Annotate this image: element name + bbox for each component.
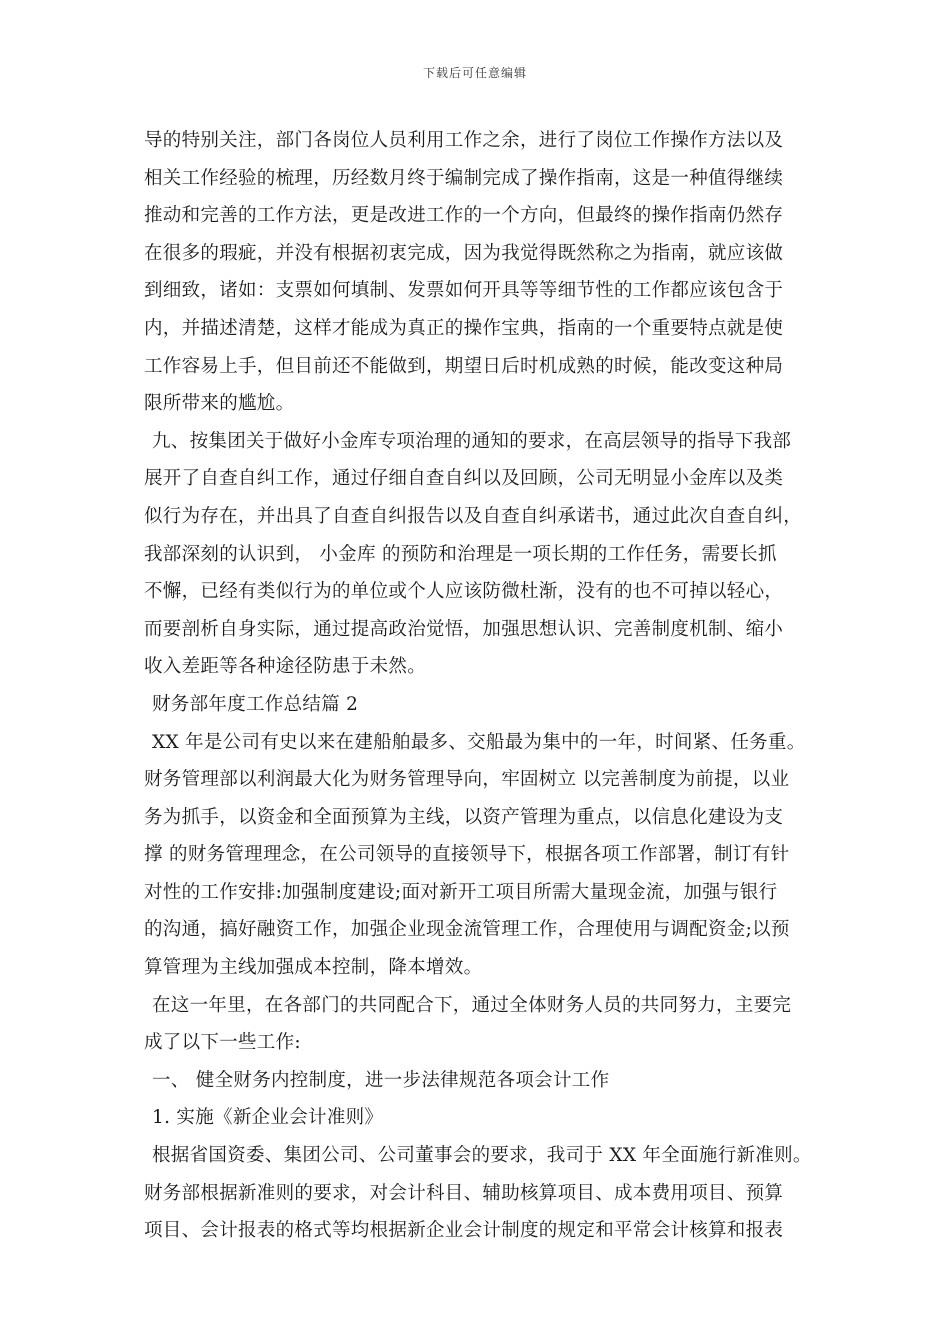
text-line: 导的特别关注，部门各岗位人员利用工作之余，进行了岗位工作操作方法以及 (144, 130, 784, 151)
text-line: 撑 的财务管理理念，在公司领导的直接领导下，根据各项工作部署，制订有针 (144, 844, 790, 866)
text-line: 不懈，已经有类似行为的单位或个人应该防微杜渐，没有的也不可掉以轻心， (144, 581, 784, 603)
text-line: 财务管理部以利润最大化为财务管理导向，牢固树立 以完善制度为前提，以业 (144, 769, 790, 791)
section-heading: 财务部年度工作总结篇 2 (152, 693, 359, 715)
subsection-heading: 一、 健全财务内控制度，进一步法律规范各项会计工作 (152, 1069, 610, 1091)
text-line: 项目、会计报表的格式等均根据新企业会计制度的规定和平常会计核算和报表 (144, 1220, 784, 1242)
paragraph-start-line: 在这一年里，在各部门的共同配合下，通过全体财务人员的共同努力，主要完 (152, 994, 792, 1016)
text-line: 而要剖析自身实际，通过提高政治觉悟，加强思想认识、完善制度机制、缩小 (144, 618, 784, 640)
text-line: 财务部根据新准则的要求，对会计科目、辅助核算项目、成本费用项目、预算 (144, 1182, 784, 1204)
text-line: 推动和完善的工作方法，更是改进工作的一个方向，但最终的操作指南仍然存 (144, 205, 784, 227)
text-line: 对性的工作安排:加强制度建设;面对新开工项目所需大量现金流，加强与银行 (144, 881, 778, 903)
text-line: 算管理为主线加强成本控制，降本增效。 (144, 957, 483, 979)
subsection-heading: 1. 实施《新企业会计准则》 (152, 1107, 384, 1129)
page-header: 下载后可任意编辑 (422, 66, 527, 80)
text-line: 收入差距等各种途径防患于未然。 (144, 656, 427, 678)
text-line: 到细致，诸如：支票如何填制、发票如何开具等等细节性的工作都应该包含于 (144, 280, 784, 302)
text-line: 限所带来的尴尬。 (144, 393, 295, 415)
text-line: 相关工作经验的梳理，历经数月终于编制完成了操作指南，这是一种值得继续 (144, 167, 784, 189)
paragraph-start-line: 根据省国资委、集团公司、公司董事会的要求，我司于 XX 年全面施行新准则。 (152, 1145, 812, 1167)
paragraph-start-line: 九、按集团关于做好小金库专项治理的通知的要求，在高层领导的指导下我部 (152, 430, 792, 452)
text-line: 的沟通，搞好融资工作，加强企业现金流管理工作，合理使用与调配资金;以预 (144, 919, 790, 941)
text-line: 工作容易上手，但目前还不能做到，期望日后时机成熟的时候，能改变这种局 (144, 355, 784, 377)
text-line: 我部深刻的认识到， 小金库 的预防和治理是一项长期的工作任务，需要长抓 (144, 543, 777, 565)
document-body (144, 122, 824, 1250)
text-line: 在很多的瑕疵，并没有根据初衷完成，因为我觉得既然称之为指南，就应该做 (144, 242, 784, 264)
text-line: 内，并描述清楚，这样才能成为真正的操作宝典，指南的一个重要特点就是使 (144, 317, 784, 339)
text-line: 似行为存在，并出具了自查自纠报告以及自查自纠承诺书，通过此次自查自纠， (144, 505, 803, 527)
paragraph-start-line: XX 年是公司有史以来在建船舶最多、交船最为集中的一年，时间紧、任务重。 (152, 731, 806, 753)
text-line: 务为抓手，以资金和全面预算为主线，以资产管理为重点，以信息化建设为支 (144, 806, 784, 828)
text-line: 展开了自查自纠工作，通过仔细自查自纠以及回顾，公司无明显小金库以及类 (144, 468, 784, 490)
text-line: 成了以下一些工作: (144, 1032, 301, 1054)
